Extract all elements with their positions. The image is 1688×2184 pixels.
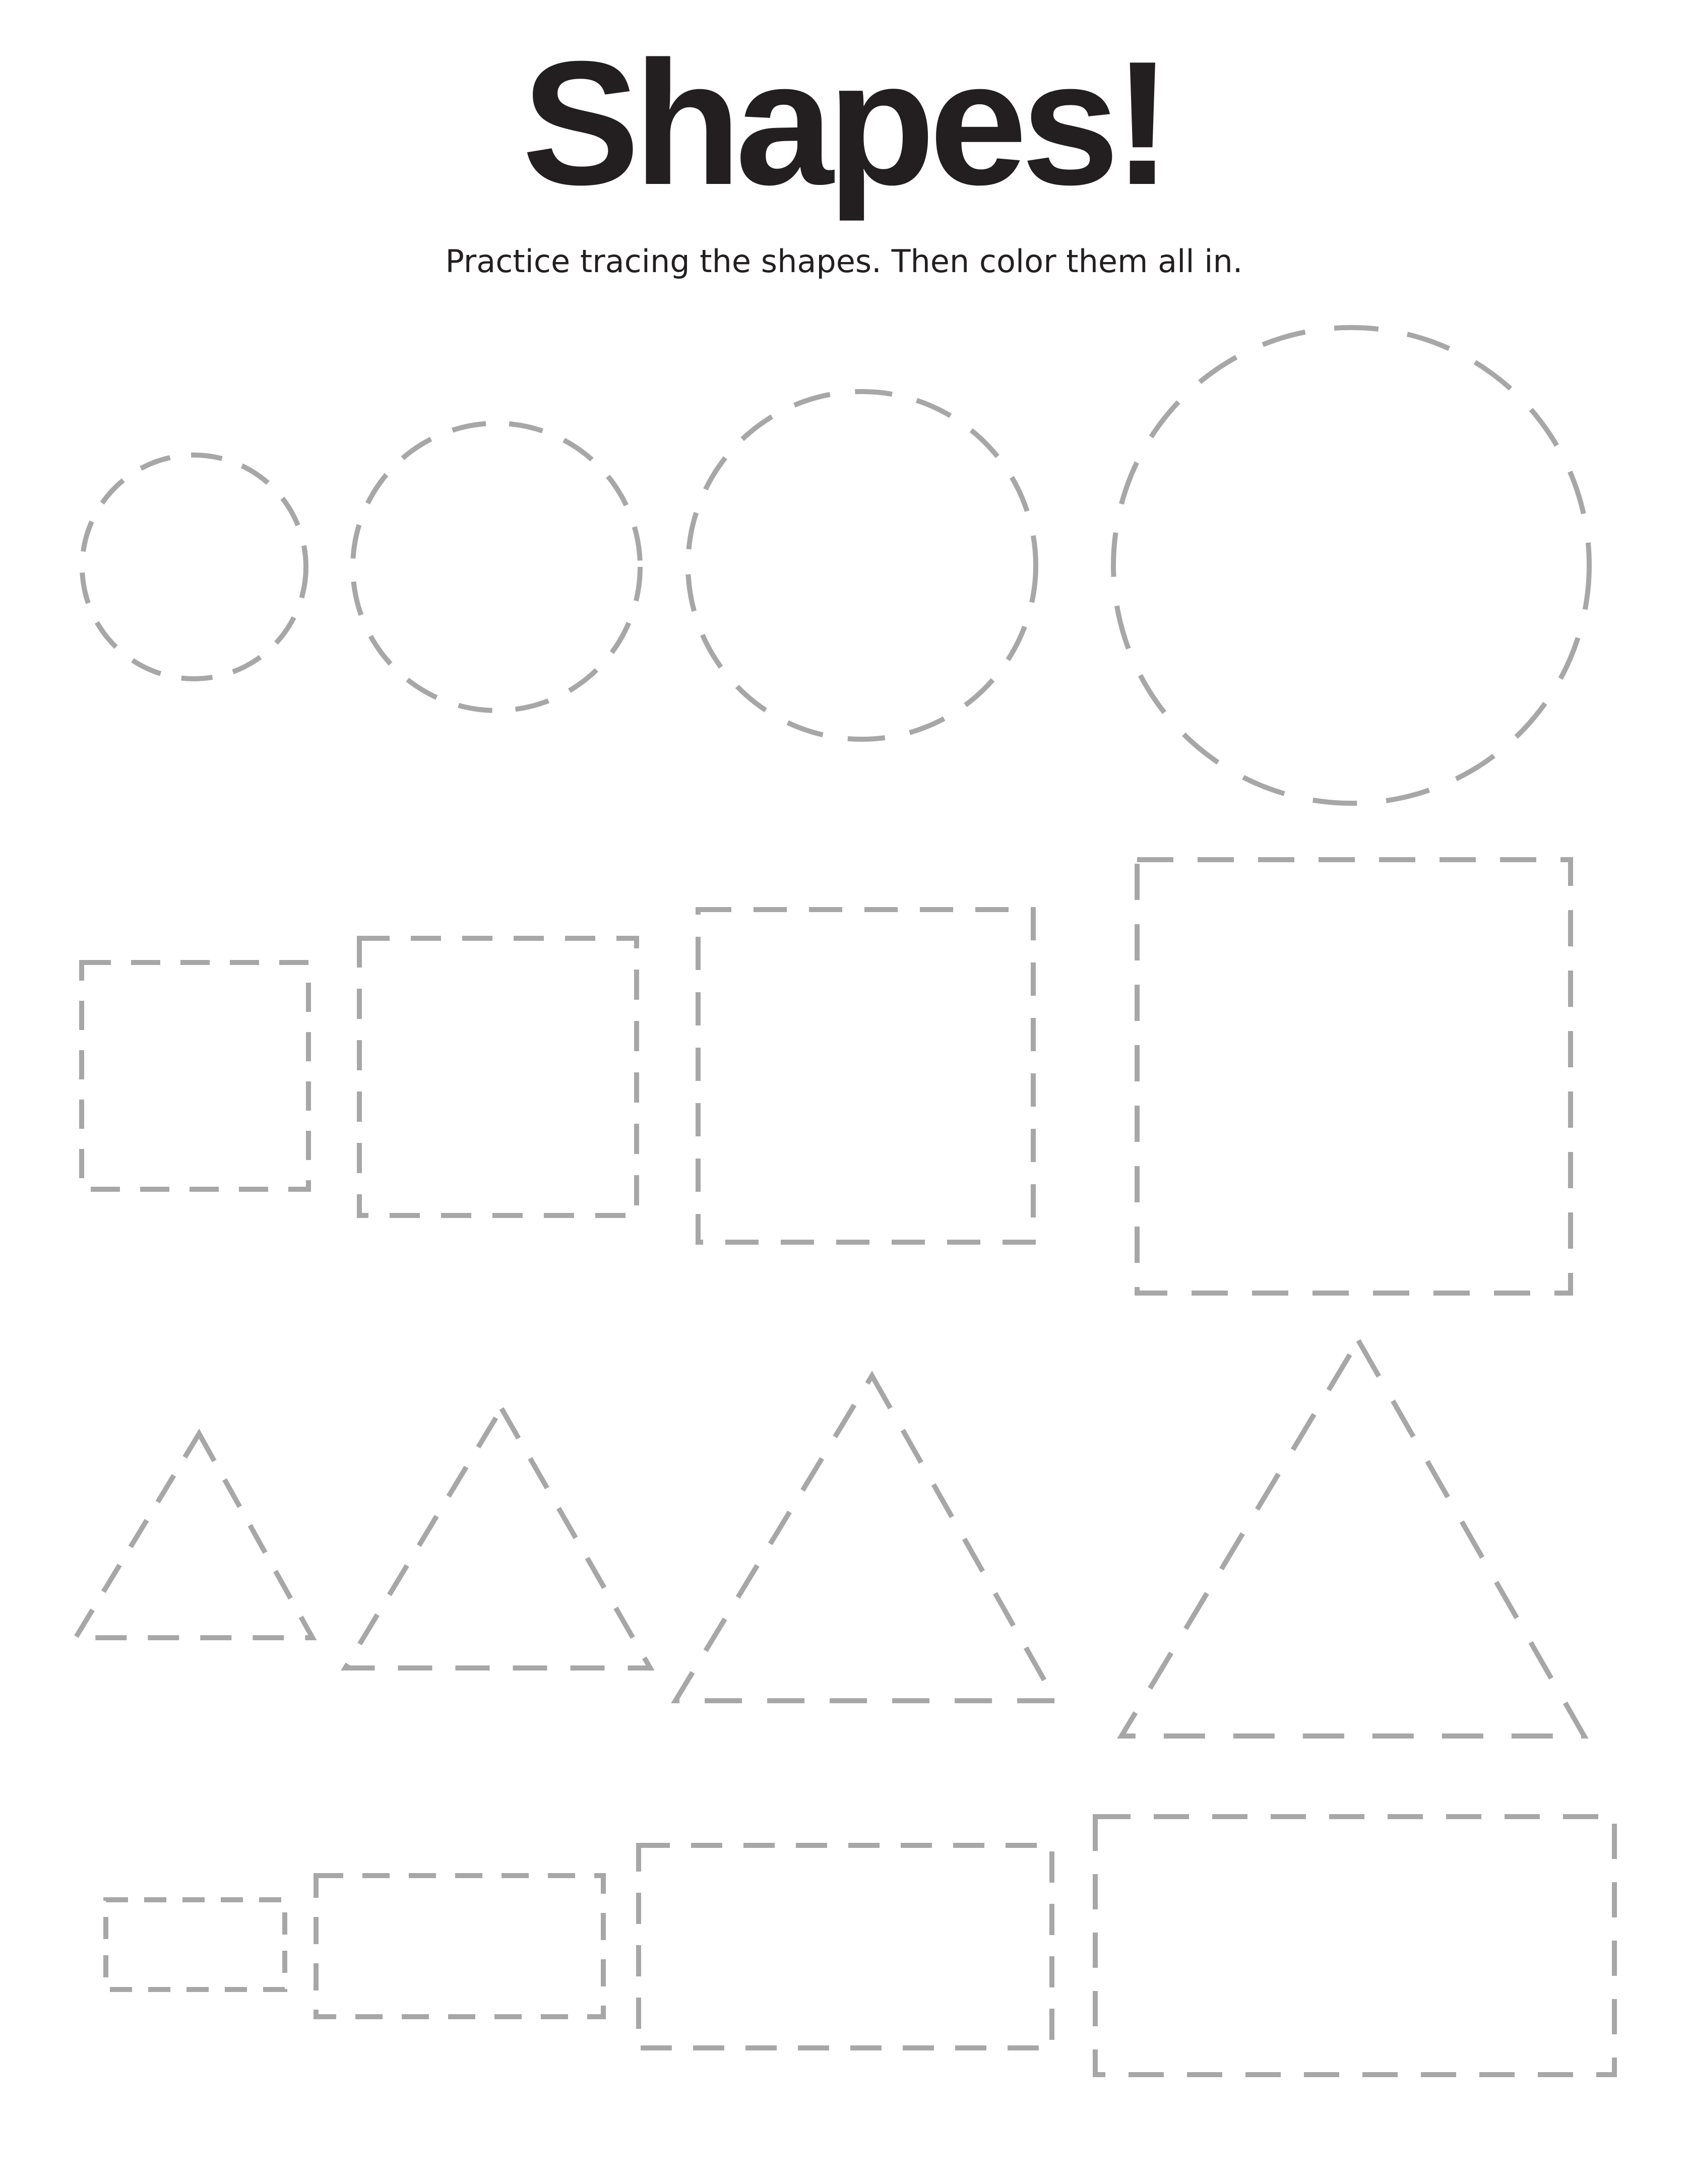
tracing-rectangle-medium [316, 1876, 603, 2017]
tracing-square-xlarge [1137, 860, 1571, 1293]
rectangle-row [106, 1817, 1614, 2075]
tracing-square-small [82, 962, 308, 1189]
tracing-circle-xlarge [1113, 328, 1589, 803]
triangle-row [76, 1340, 1584, 1736]
instructions-text: Practice tracing the shapes. Then color them all in. [445, 243, 1243, 280]
tracing-triangle-xlarge [1121, 1340, 1584, 1736]
tracing-circle-medium [353, 423, 640, 711]
tracing-triangle-small [76, 1434, 312, 1638]
tracing-triangle-medium [345, 1408, 650, 1668]
tracing-rectangle-large [639, 1845, 1052, 2048]
tracing-rectangle-small [106, 1900, 285, 1989]
circle-row [82, 328, 1589, 803]
page-title: Shapes! [522, 25, 1166, 222]
tracing-rectangle-xlarge [1095, 1817, 1614, 2075]
tracing-triangle-large [675, 1376, 1056, 1701]
tracing-square-medium [359, 938, 637, 1215]
tracing-circle-small [82, 455, 306, 679]
tracing-square-large [698, 910, 1033, 1242]
tracing-circle-large [688, 392, 1036, 739]
square-row [82, 860, 1571, 1293]
